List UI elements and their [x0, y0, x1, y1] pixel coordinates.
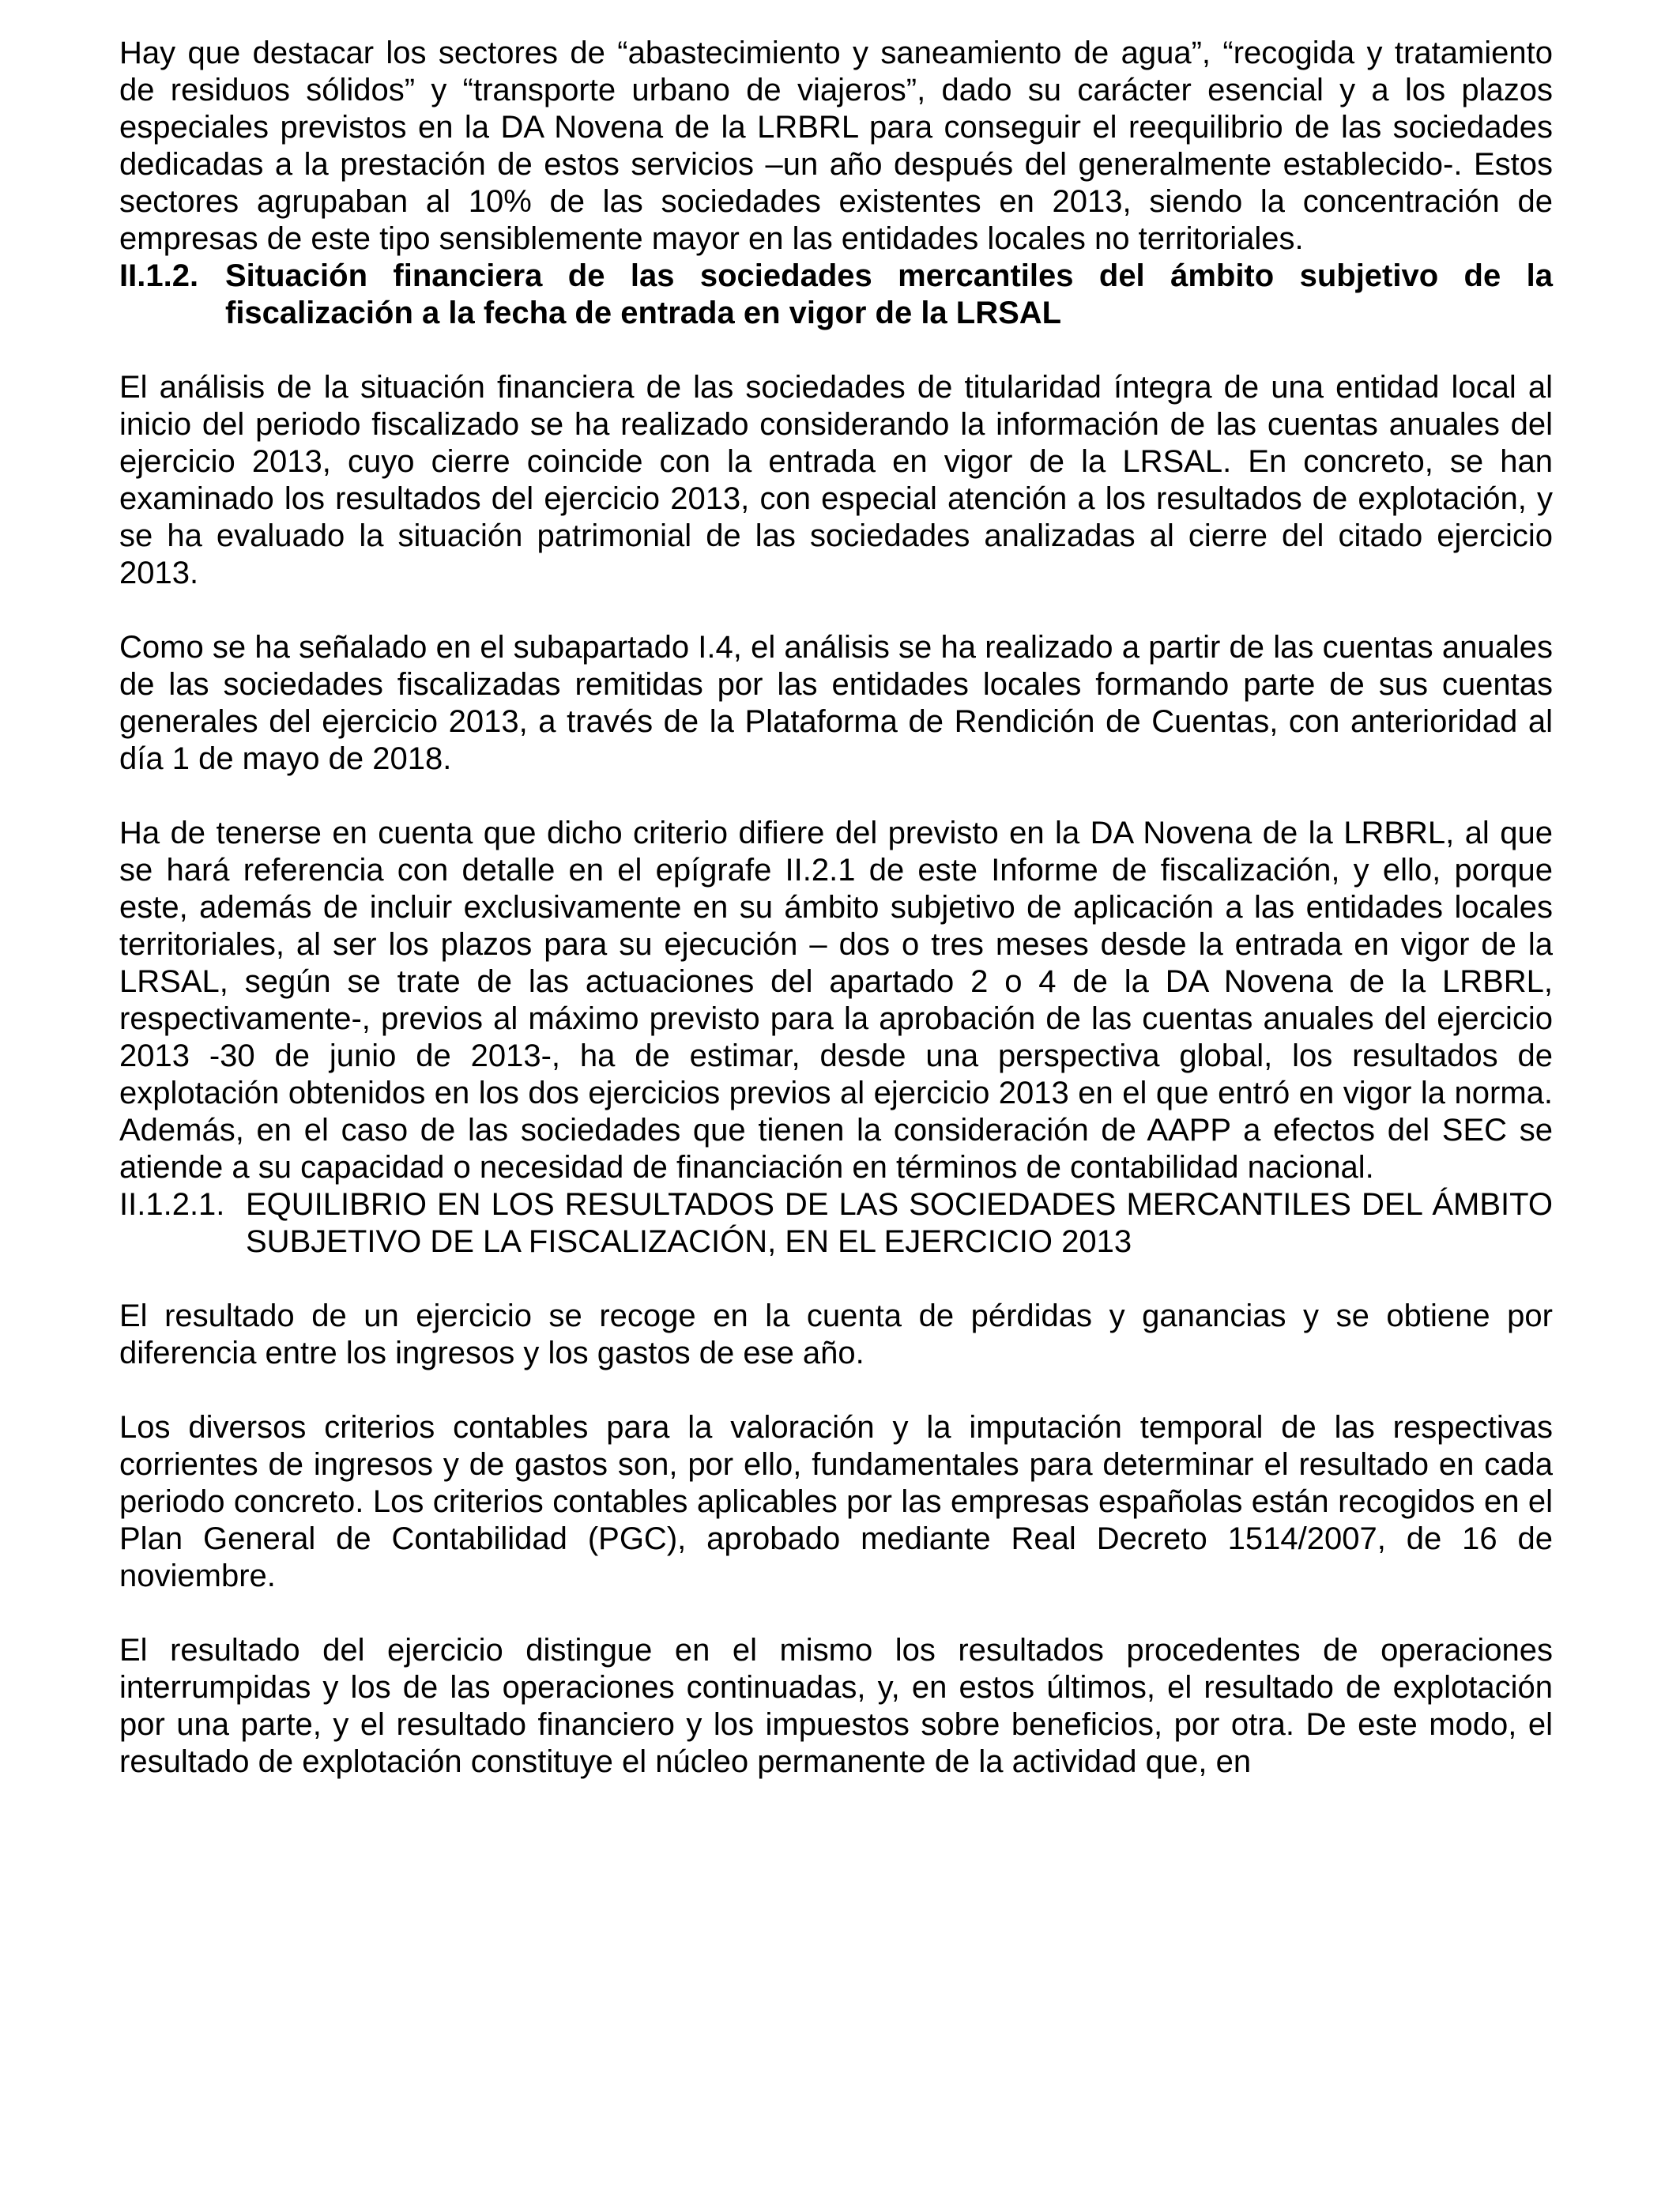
section-number: II.1.2.	[119, 258, 199, 293]
section-heading-ii-1-2	[119, 258, 1553, 332]
paragraph-methodology: Como se ha señalado en el subapartado I.4, el análisis se ha realizado a partir de las cuentas anuales de las sociedades fiscalizadas remitidas por las entidades locales formando parte de sus cuentas generales del ejercicio 2013, a través de la Plataforma de Rendición de Cuentas, con anterioridad al día 1 de mayo de 2018.	[119, 630, 1553, 776]
paragraph-sectors: Hay que destacar los sectores de “abastecimiento y saneamiento de agua”, “recogida y tratamiento de residuos sólidos” y “transporte urbano de viajeros”, dado su carácter esencial y a los plazos especiales previstos en la DA Novena de la LRBRL para conseguir el reequilibrio de las sociedades dedicadas a la prestación de estos servicios –un año después del generalmente establecido-. Estos sectores agrupaban al 10% de las sociedades existentes en 2013, siendo la concentración de empresas de este tipo sensiblemente mayor en las entidades locales no territoriales.	[119, 36, 1553, 256]
subsection-number: II.1.2.1.	[119, 1187, 225, 1222]
paragraph-financial-analysis: El análisis de la situación financiera de las sociedades de titularidad íntegra de una entidad local al inicio del periodo fiscalizado se ha realizado considerando la información de las cuentas anuales del ejercicio 2013, cuyo cierre coincide con la entrada en vigor de la LRSAL. En concreto, se han examinado los resultados del ejercicio 2013, con especial atención a los resultados de explotación, y se ha evaluado la situación patrimonial de las sociedades analizadas al cierre del citado ejercicio 2013.	[119, 370, 1553, 590]
section-title: Situación financiera de las sociedades mercantiles del ámbito subjetivo de la fiscalización a la fecha de entrada en vigor de la LRSAL	[225, 258, 1553, 330]
paragraph-accounting-criteria: Los diversos criterios contables para la valoración y la imputación temporal de las respectivas corrientes de ingresos y de gastos son, por ello, fundamentales para determinar el resultado en cada periodo concreto. Los criterios contables aplicables por las empresas españolas están recogidos en el Plan General de Contabilidad (PGC), aprobado mediante Real Decreto 1514/2007, de 16 de noviembre.	[119, 1410, 1553, 1593]
document-page	[119, 35, 1553, 1781]
paragraph-result-components: El resultado del ejercicio distingue en el mismo los resultados procedentes de operaciones interrumpidas y los de las operaciones continuadas, y, en estos últimos, el resultado de explotación por una parte, y el resultado financiero y los impuestos sobre beneficios, por otra. De este modo, el resultado de explotación constituye el núcleo permanente de la actividad que, en	[119, 1633, 1553, 1779]
paragraph-result-definition: El resultado de un ejercicio se recoge en la cuenta de pérdidas y ganancias y se obtiene por diferencia entre los ingresos y los gastos de ese año.	[119, 1299, 1553, 1370]
paragraph-criteria-difference: Ha de tenerse en cuenta que dicho criterio difiere del previsto en la DA Novena de la LRBRL, al que se hará referencia con detalle en el epígrafe II.2.1 de este Informe de fiscalización, y ello, porque este, además de incluir exclusivamente en su ámbito subjetivo de aplicación a las entidades locales territoriales, al ser los plazos para su ejecución – dos o tres meses desde la entrada en vigor de la LRSAL, según se trate de las actuaciones del apartado 2 o 4 de la DA Novena de la LRBRL, respectivamente-, previos al máximo previsto para la aprobación de las cuentas anuales del ejercicio 2013 -30 de junio de 2013-, ha de estimar, desde una perspectiva global, los resultados de explotación obtenidos en los dos ejercicios previos al ejercicio 2013 en el que entró en vigor la norma. Además, en el caso de las sociedades que tienen la consideración de AAPP a efectos del SEC se atiende a su capacidad o necesidad de financiación en términos de contabilidad nacional.	[119, 816, 1553, 1185]
subsection-title: EQUILIBRIO EN LOS RESULTADOS DE LAS SOCIEDADES MERCANTILES DEL ÁMBITO SUBJETIVO DE LA FISCALIZACIÓN, EN EL EJERCICIO 2013	[246, 1187, 1553, 1259]
section-heading-ii-1-2-1	[119, 1186, 1553, 1261]
